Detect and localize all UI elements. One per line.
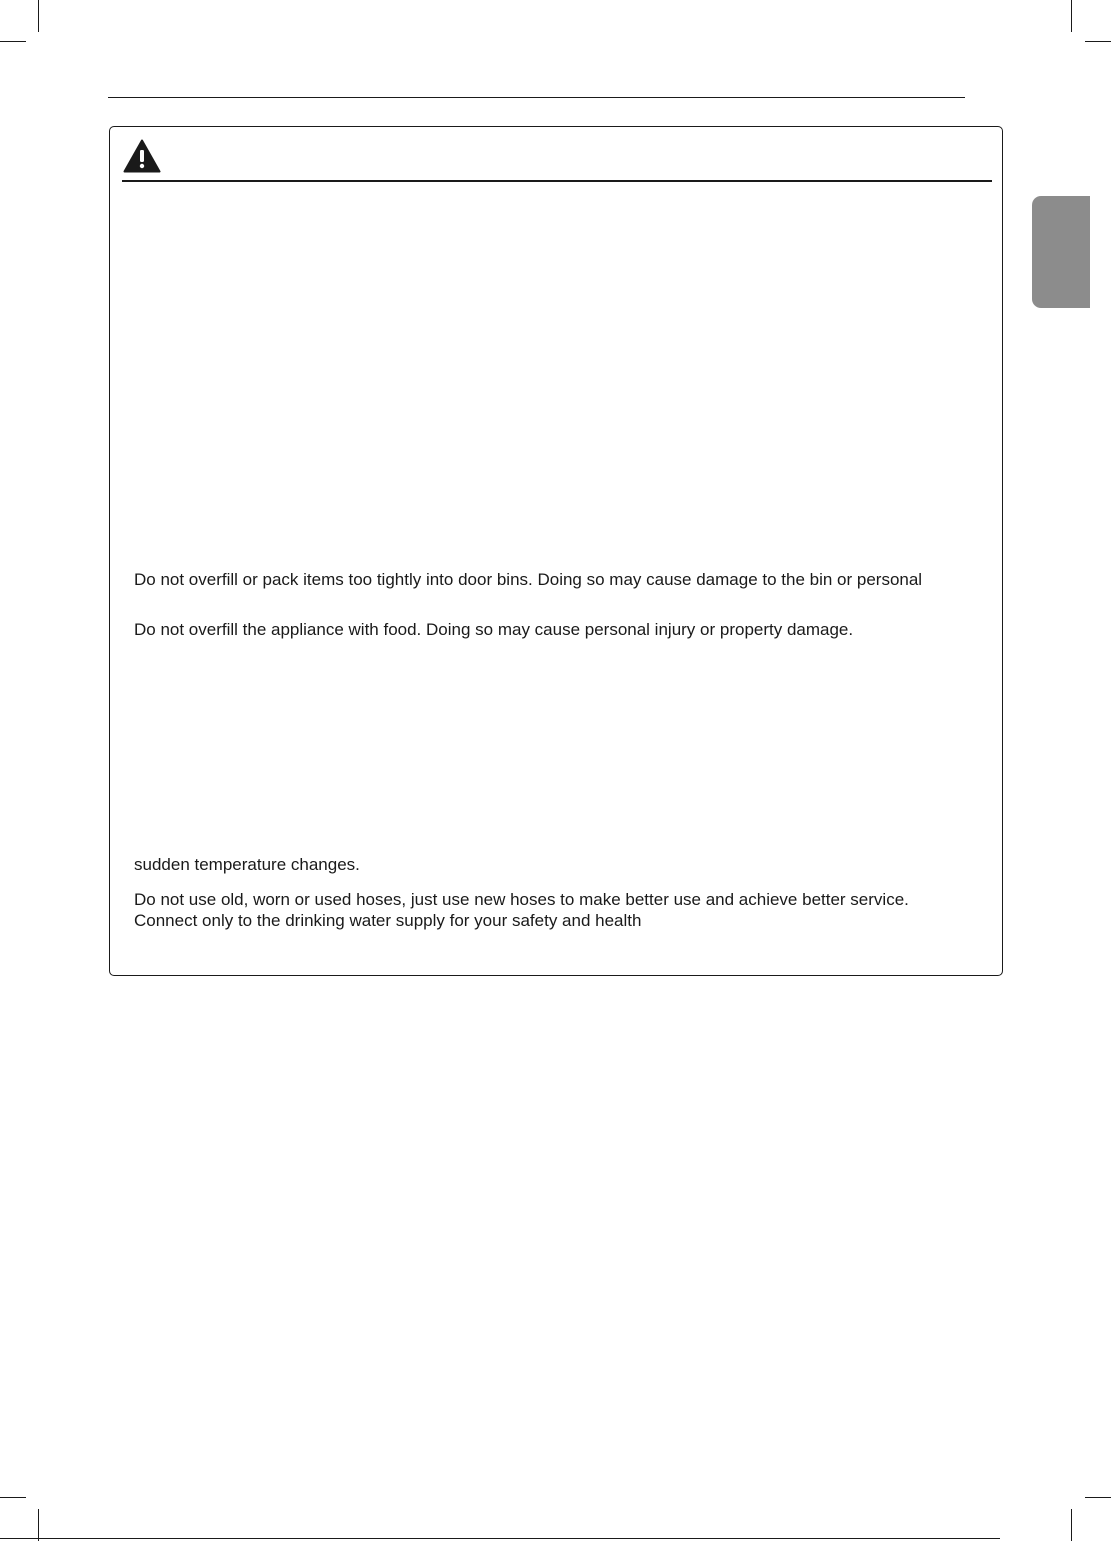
caution-line-water-supply: Connect only to the drinking water supply for your safety and health [134,911,642,930]
header-rule [108,97,965,98]
crop-mark-bottom-left-h [0,1497,26,1498]
crop-mark-top-right-v [1071,0,1072,32]
crop-mark-top-left-h [0,41,26,42]
crop-mark-bottom-right-v [1071,1509,1072,1541]
caution-heading-rule [122,180,992,182]
warning-triangle-icon [123,139,161,173]
crop-mark-bottom-left-v [38,1509,39,1541]
caution-line-overfill-food: Do not overfill the appliance with food. Doing so may cause personal injury or property damage. [134,620,854,639]
crop-mark-bottom-right-h [1085,1497,1111,1498]
crop-mark-top-left-v [38,0,39,32]
caution-line-hoses: Do not use old, worn or used hoses, just use new hoses to make better use and achieve better service. [134,890,909,909]
language-side-tab [1032,196,1090,308]
caution-line-temperature: sudden temperature changes. [134,855,360,874]
caution-box [109,126,1003,976]
footer-rule [0,1538,1000,1539]
caution-line-door-bins: Do not overfill or pack items too tightly into door bins. Doing so may cause damage to the bin or personal [134,570,923,589]
crop-mark-top-right-h [1085,41,1111,42]
